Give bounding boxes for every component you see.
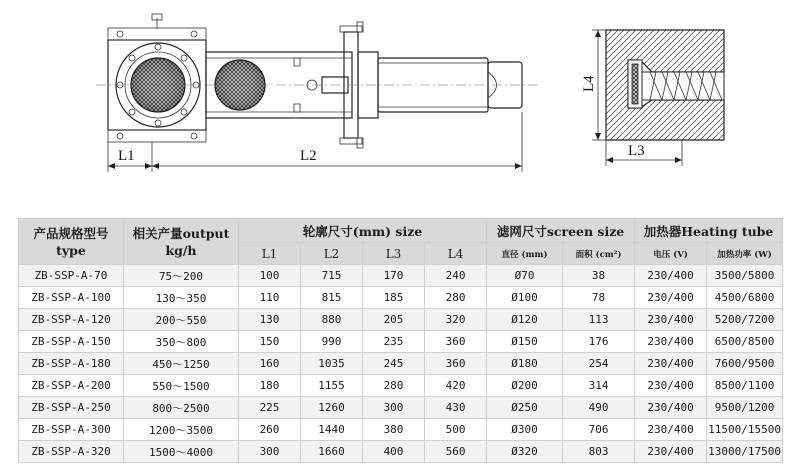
cell-model: ZB-SSP-A-120 [19, 309, 124, 331]
cell-l1: 160 [239, 353, 301, 375]
cell-screen-area: 314 [563, 375, 635, 397]
cell-output: 75～200 [124, 265, 239, 287]
cell-l2: 1260 [301, 397, 363, 419]
cell-voltage: 230/400 [635, 441, 707, 463]
cell-l3: 235 [363, 331, 425, 353]
cell-l3: 205 [363, 309, 425, 331]
header-screen-size: 滤网尺寸screen size [487, 219, 635, 243]
cell-model: ZB-SSP-A-250 [19, 397, 124, 419]
header-heater: 加热器Heating tube [635, 219, 783, 243]
cell-voltage: 230/400 [635, 331, 707, 353]
cell-l2: 990 [301, 331, 363, 353]
header-output [124, 219, 239, 265]
cell-l4: 360 [425, 353, 487, 375]
cell-power: 7600/9500 [707, 353, 783, 375]
cell-screen-area: 78 [563, 287, 635, 309]
screen-changer-side-section [581, 30, 724, 166]
cell-output: 800～2500 [124, 397, 239, 419]
cell-screen-diameter: Ø250 [487, 397, 563, 419]
spec-table-body [19, 265, 783, 463]
header-output-label: 相关产量output [132, 225, 230, 241]
cell-screen-area: 706 [563, 419, 635, 441]
cell-l2: 1440 [301, 419, 363, 441]
table-row [19, 375, 783, 397]
cell-output: 1200～3500 [124, 419, 239, 441]
table-row [19, 441, 783, 463]
cell-voltage: 230/400 [635, 353, 707, 375]
cell-voltage: 230/400 [635, 265, 707, 287]
cell-model: ZB-SSP-A-200 [19, 375, 124, 397]
table-row [19, 353, 783, 375]
cell-l2: 1660 [301, 441, 363, 463]
cell-voltage: 230/400 [635, 287, 707, 309]
cell-model: ZB-SSP-A-300 [19, 419, 124, 441]
cell-power: 13000/17500 [707, 441, 783, 463]
technical-drawing [0, 0, 800, 205]
cell-screen-diameter: Ø100 [487, 287, 563, 309]
cell-l1: 180 [239, 375, 301, 397]
cell-screen-diameter: Ø70 [487, 265, 563, 287]
cell-screen-area: 254 [563, 353, 635, 375]
cell-l3: 380 [363, 419, 425, 441]
spec-table [18, 218, 783, 463]
header-l3: L3 [363, 243, 425, 265]
table-row [19, 419, 783, 441]
table-row [19, 331, 783, 353]
cell-output: 350～800 [124, 331, 239, 353]
cell-l1: 130 [239, 309, 301, 331]
cell-screen-area: 176 [563, 331, 635, 353]
cell-output: 130～350 [124, 287, 239, 309]
cell-screen-area: 490 [563, 397, 635, 419]
cell-voltage: 230/400 [635, 309, 707, 331]
header-l1: L1 [239, 243, 301, 265]
cell-l1: 110 [239, 287, 301, 309]
cell-l2: 1155 [301, 375, 363, 397]
cell-voltage: 230/400 [635, 375, 707, 397]
cell-l4: 500 [425, 419, 487, 441]
cell-model: ZB-SSP-A-70 [19, 265, 124, 287]
header-model-cn: 产品规格型号 [33, 225, 109, 241]
header-voltage: 电压 (V) [635, 243, 707, 265]
cell-screen-diameter: Ø150 [487, 331, 563, 353]
cell-l4: 280 [425, 287, 487, 309]
cell-power: 11500/15500 [707, 419, 783, 441]
cell-screen-diameter: Ø200 [487, 375, 563, 397]
cell-screen-diameter: Ø180 [487, 353, 563, 375]
cell-l2: 880 [301, 309, 363, 331]
cell-model: ZB-SSP-A-150 [19, 331, 124, 353]
cell-l3: 400 [363, 441, 425, 463]
header-output-unit: kg/h [165, 242, 197, 258]
header-model [19, 219, 124, 265]
cell-l3: 185 [363, 287, 425, 309]
table-row [19, 287, 783, 309]
cell-output: 550～1500 [124, 375, 239, 397]
cell-screen-area: 113 [563, 309, 635, 331]
dim-label-l1: L1 [118, 148, 135, 164]
cell-l1: 225 [239, 397, 301, 419]
cell-l4: 240 [425, 265, 487, 287]
cell-l4: 560 [425, 441, 487, 463]
table-row [19, 265, 783, 287]
cell-l1: 260 [239, 419, 301, 441]
cell-voltage: 230/400 [635, 419, 707, 441]
table-row [19, 309, 783, 331]
cell-screen-area: 803 [563, 441, 635, 463]
cell-l2: 1035 [301, 353, 363, 375]
cell-l3: 280 [363, 375, 425, 397]
header-l2: L2 [301, 243, 363, 265]
header-area: 面积 (cm²) [563, 243, 635, 265]
screen-changer-front-view [96, 14, 540, 148]
cell-power: 3500/5800 [707, 265, 783, 287]
cell-l4: 430 [425, 397, 487, 419]
table-row [19, 397, 783, 419]
cell-screen-diameter: Ø120 [487, 309, 563, 331]
cell-model: ZB-SSP-A-320 [19, 441, 124, 463]
cell-l3: 300 [363, 397, 425, 419]
cell-power: 8500/1100 [707, 375, 783, 397]
cell-l4: 420 [425, 375, 487, 397]
cell-voltage: 230/400 [635, 397, 707, 419]
cell-power: 4500/6800 [707, 287, 783, 309]
cell-power: 9500/1200 [707, 397, 783, 419]
dim-label-l4: L4 [581, 75, 597, 92]
cell-screen-diameter: Ø300 [487, 419, 563, 441]
dim-label-l3: L3 [628, 143, 645, 159]
cell-model: ZB-SSP-A-100 [19, 287, 124, 309]
header-model-en: type [56, 242, 86, 258]
cell-output: 200～550 [124, 309, 239, 331]
cell-l2: 815 [301, 287, 363, 309]
cell-l3: 170 [363, 265, 425, 287]
header-power: 加热功率 (W) [707, 243, 783, 265]
cell-l4: 320 [425, 309, 487, 331]
cell-l1: 100 [239, 265, 301, 287]
header-dimensions: 轮廓尺寸(mm) size [239, 219, 487, 243]
cell-model: ZB-SSP-A-180 [19, 353, 124, 375]
cell-l1: 150 [239, 331, 301, 353]
cell-l4: 360 [425, 331, 487, 353]
header-l4: L4 [425, 243, 487, 265]
cell-l2: 715 [301, 265, 363, 287]
cell-screen-diameter: Ø320 [487, 441, 563, 463]
cell-output: 450～1250 [124, 353, 239, 375]
cell-screen-area: 38 [563, 265, 635, 287]
cell-power: 6500/8500 [707, 331, 783, 353]
header-diameter: 直径 (mm) [487, 243, 563, 265]
dim-label-l2: L2 [300, 148, 317, 164]
cell-power: 5200/7200 [707, 309, 783, 331]
cell-l1: 300 [239, 441, 301, 463]
cell-l3: 245 [363, 353, 425, 375]
cell-output: 1500～4000 [124, 441, 239, 463]
